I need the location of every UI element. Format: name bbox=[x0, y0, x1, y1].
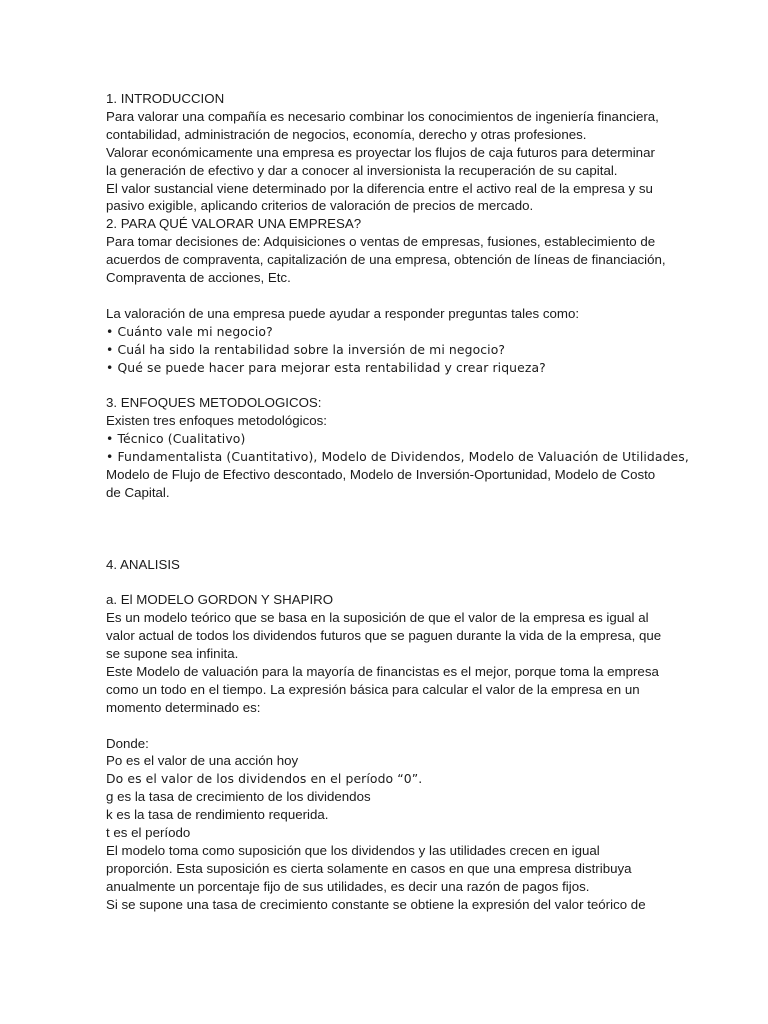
section-3-intro: Existen tres enfoques metodológicos: bbox=[106, 413, 328, 429]
spacer bbox=[106, 287, 666, 305]
intro-paragraph-2-line-1: Valorar económicamente una empresa es proyectar los flujos de caja futuros para determinar bbox=[106, 144, 655, 160]
section-2-paragraph-line-3: Compraventa de acciones, Etc. bbox=[106, 270, 291, 286]
intro-paragraph-1-line-2: contabilidad, administración de negocios, economía, derecho y otras profesiones. bbox=[106, 126, 587, 142]
model-paragraph-3-line-2: proporción. Esta suposición es cierta solamente en casos en que una empresa distribuya bbox=[106, 860, 632, 876]
model-paragraph-3-line-3: anualmente un porcentaje fijo de sus utilidades, es decir una razón de pagos fijos. bbox=[106, 878, 590, 894]
section-1-heading: 1. INTRODUCCION bbox=[106, 91, 225, 106]
section-2-paragraph-line-2: acuerdos de compraventa, capitalización de una empresa, obtención de líneas de financiación, bbox=[106, 252, 666, 268]
spacer bbox=[106, 573, 666, 591]
definition-t: t es el período bbox=[106, 825, 191, 841]
section-4-heading: 4. ANALISIS bbox=[106, 556, 180, 572]
spacer bbox=[106, 717, 666, 735]
approach-bullet-2-continuation-1: Modelo de Flujo de Efectivo descontado, Modelo de Inversión-Oportunidad, Modelo de Costo bbox=[106, 467, 656, 482]
model-paragraph-1-line-1: Es un modelo teórico que se basa en la suposición de que el valor de la empresa es igual al bbox=[106, 610, 649, 626]
definition-k: k es la tasa de rendimiento requerida. bbox=[106, 807, 329, 823]
approach-bullet-2: • Fundamentalista (Cuantitativo), Modelo de Dividendos, Modelo de Valuación de Utilidades, bbox=[106, 449, 689, 465]
spacer bbox=[106, 376, 666, 394]
approach-bullet-2-continuation-2: de Capital. bbox=[106, 484, 170, 500]
intro-paragraph-1-line-1: Para valorar una compañía es necesario combinar los conocimientos de ingeniería financiera, bbox=[106, 108, 659, 124]
question-bullet-2: • Cuál ha sido la rentabilidad sobre la inversión de mi negocio? bbox=[106, 341, 506, 357]
section-3-heading: 3. ENFOQUES METODOLOGICOS: bbox=[106, 395, 322, 411]
approach-bullet-1: • Técnico (Cualitativo) bbox=[106, 431, 246, 447]
definition-do: Do es el valor de los dividendos en el período “0”. bbox=[106, 771, 423, 787]
definition-g: g es la tasa de crecimiento de los dividendos bbox=[106, 789, 371, 805]
document-page bbox=[106, 90, 689, 914]
definition-po: Po es el valor de una acción hoy bbox=[106, 753, 299, 769]
model-paragraph-1-line-2: valor actual de todos los dividendos futuros que se paguen durante la vida de la empresa, que bbox=[106, 628, 662, 644]
intro-paragraph-3-line-1: El valor sustancial viene determinado por la diferencia entre el activo real de la empresa y su bbox=[106, 180, 653, 196]
model-paragraph-2-line-3: momento determinado es: bbox=[106, 699, 261, 715]
intro-paragraph-3-line-2: pasivo exigible, aplicando criterios de valoración de precios de mercado. bbox=[106, 198, 534, 214]
model-paragraph-4-line-1: Si se supone una tasa de crecimiento constante se obtiene la expresión del valor teórico de bbox=[106, 896, 646, 912]
model-paragraph-1-line-3: se supone sea infinita. bbox=[106, 646, 239, 662]
intro-paragraph-2-line-2: la generación de efectivo y dar a conocer al inversionista la recuperación de su capital. bbox=[106, 162, 618, 178]
model-paragraph-3-line-1: El modelo toma como suposición que los dividendos y las utilidades crecen en igual bbox=[106, 842, 600, 858]
section-2-heading: 2. PARA QUÉ VALORAR UNA EMPRESA? bbox=[106, 216, 362, 232]
section-2-questions-intro: La valoración de una empresa puede ayudar a responder preguntas tales como: bbox=[106, 305, 580, 321]
question-bullet-3: • Qué se puede hacer para mejorar esta rentabilidad y crear riqueza? bbox=[106, 359, 546, 375]
donde-label: Donde: bbox=[106, 735, 149, 751]
model-paragraph-2-line-1: Este Modelo de valuación para la mayoría de financistas es el mejor, porque toma la empresa bbox=[106, 663, 659, 679]
spacer bbox=[106, 502, 666, 556]
question-bullet-1: • Cuánto vale mi negocio? bbox=[106, 323, 273, 339]
section-2-paragraph-line-1: Para tomar decisiones de: Adquisiciones o ventas de empresas, fusiones, establecimiento de bbox=[106, 234, 656, 250]
model-paragraph-2-line-2: como un todo en el tiempo. La expresión básica para calcular el valor de la empresa en un bbox=[106, 681, 640, 697]
subsection-4a-heading: a. El MODELO GORDON Y SHAPIRO bbox=[106, 592, 334, 608]
